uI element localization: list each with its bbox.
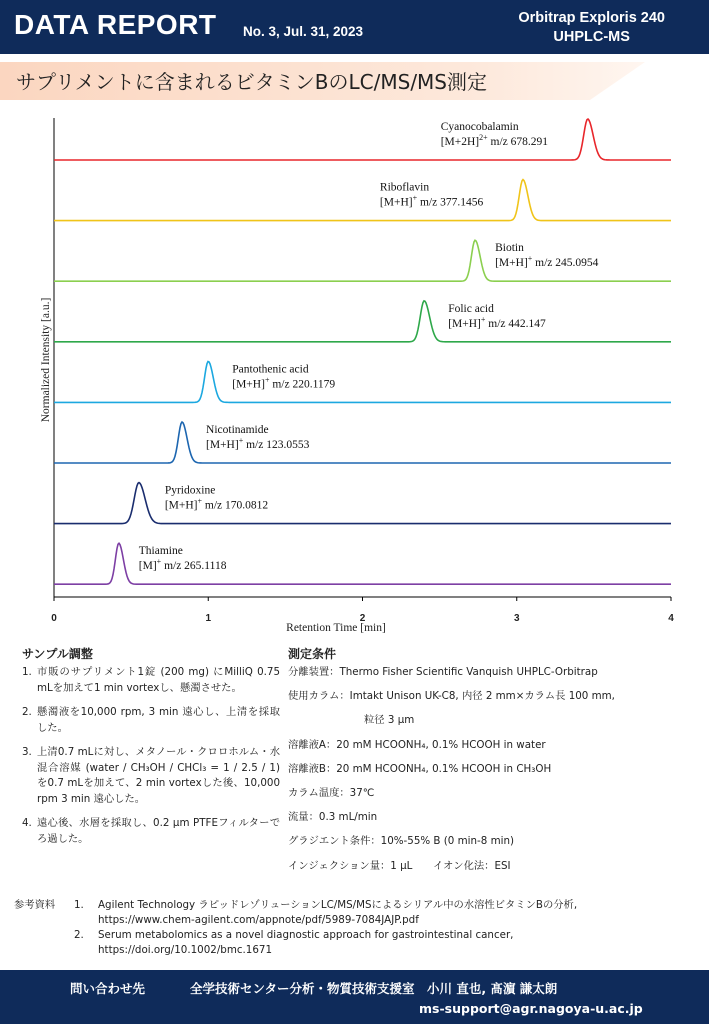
y-axis-label: Normalized Intensity [a.u.] bbox=[40, 297, 52, 423]
reference-link[interactable]: https://www.chem-agilent.com/appnote/pdf/5989-7084JAJP.pdf bbox=[98, 914, 419, 926]
trace-ion-label: [M+H]+ m/z 245.0954 bbox=[495, 254, 599, 270]
instrument-name: Orbitrap Exploris 240 bbox=[518, 10, 665, 26]
condition-row: 流量：0.3 mL/min bbox=[288, 811, 378, 824]
trace-line bbox=[54, 119, 671, 160]
sample-prep-step: 2. 懸濁液を10,000 rpm, 3 min 遠心し、上清を採取した。 bbox=[22, 706, 280, 734]
trace-name-label: Pyridoxine bbox=[164, 484, 216, 497]
issue-info: No. 3, Jul. 31, 2023 bbox=[243, 24, 364, 39]
sample-prep-heading: サンプル調整 bbox=[22, 647, 93, 661]
x-tick-label: 3 bbox=[513, 613, 520, 624]
trace-line bbox=[54, 361, 671, 402]
trace-ion-label: [M+H]+ m/z 220.1179 bbox=[232, 375, 336, 391]
references-label: 参考資料 bbox=[14, 899, 56, 911]
x-tick-label: 1 bbox=[205, 613, 212, 624]
trace-name-label: Cyanocobalamin bbox=[440, 121, 519, 133]
contact-organization: 全学技術センター分析・物質技術支援室 小川 直也, 髙濵 謙太朗 bbox=[190, 981, 558, 996]
trace-ion-label: [M+H]+ m/z 377.1456 bbox=[379, 193, 484, 209]
condition-row: 粒径 3 µm bbox=[364, 714, 415, 727]
trace-line bbox=[54, 483, 671, 524]
trace-name-label: Pantothenic acid bbox=[232, 363, 309, 376]
page-title: サプリメントに含まれるビタミンBのLC/MS/MS測定 bbox=[16, 70, 488, 94]
trace-ion-label: $[M+2H]^{2+}$ m/z 678.291 bbox=[440, 133, 549, 148]
header-banner bbox=[0, 0, 709, 54]
sample-prep-list bbox=[22, 665, 280, 856]
conditions-heading: 測定条件 bbox=[288, 647, 337, 661]
trace-name-label: Riboflavin bbox=[379, 181, 430, 194]
references bbox=[14, 898, 704, 958]
condition-row: グラジエント条件：10%-55% B (0 min-8 min) bbox=[288, 835, 515, 848]
conditions-list bbox=[288, 665, 698, 883]
trace-ion-label: [M]+ m/z 265.1118 bbox=[138, 557, 227, 573]
instrument-method: UHPLC-MS bbox=[553, 29, 630, 45]
x-tick-label: 0 bbox=[51, 613, 57, 624]
instrument-info bbox=[518, 9, 665, 47]
condition-row: 使用カラム：Imtakt Unison UK-C8, 内径 2 mm×カラム長 100 mm, bbox=[288, 690, 615, 703]
trace-ion-label: [M+H]+ m/z 170.0812 bbox=[164, 496, 269, 512]
trace-line bbox=[54, 422, 671, 463]
contact-label: 問い合わせ先 bbox=[70, 981, 146, 996]
reference-item: 1. Agilent Technology ラピッドレゾリューションLC/MS/MSによるシリアル中の水溶性ビタミンBの分析, https://www.chem-agilent.com/appnote/pdf/5989-7084JAJP.pdf bbox=[14, 898, 704, 928]
condition-row: 溶離液B：20 mM HCOONH₄, 0.1% HCOOH in CH₃OH bbox=[288, 762, 552, 775]
x-tick-label: 4 bbox=[668, 613, 674, 624]
trace-name-label: Nicotinamide bbox=[206, 424, 269, 436]
x-tick-label: 2 bbox=[359, 613, 366, 624]
trace-line bbox=[54, 180, 671, 221]
condition-row: 溶離液A：20 mM HCOONH₄, 0.1% HCOOH in water bbox=[288, 738, 546, 751]
trace-ion-label: [M+H]+ m/z 123.0553 bbox=[206, 436, 310, 451]
chromatogram-chart bbox=[0, 105, 709, 640]
report-title: DATA REPORT bbox=[14, 9, 217, 40]
contact-email[interactable]: ms-support@agr.nagoya-u.ac.jp bbox=[419, 1001, 643, 1016]
sample-prep-step: 3. 上清0.7 mLに対し、メタノール・クロロホルム・水混合溶媒 (water / CH₃OH / CHCl₃ = 1 / 2.5 / 1) を0.7 mLを加えて、2 min vortexした後、10,000 rpm 3 min 遠心した。 bbox=[22, 746, 280, 805]
reference-link[interactable]: https://doi.org/10.1002/bmc.1671 bbox=[98, 944, 272, 956]
trace-ion-label: [M+H]+ m/z 442.147 bbox=[448, 314, 546, 330]
sample-prep-step: 1. 市販のサプリメント1錠 (200 mg) にMilliQ 0.75 mLを加えて1 min vortexし、懸濁させた。 bbox=[22, 666, 280, 694]
condition-row: カラム温度：37℃ bbox=[288, 786, 375, 799]
sample-prep-step: 4. 遠心後、水層を採取し、0.2 µm PTFEフィルターでろ過した。 bbox=[22, 817, 280, 845]
footer-banner bbox=[0, 970, 709, 1024]
x-axis-label: Retention Time [min] bbox=[286, 622, 386, 634]
reference-item: 2. Serum metabolomics as a novel diagnostic approach for gastrointestinal cancer, https://doi.org/10.1002/bmc.1671 bbox=[14, 928, 704, 958]
condition-row: 分離装置：Thermo Fisher Scientific Vanquish UHPLC-Orbitrap bbox=[288, 666, 598, 678]
trace-name-label: Thiamine bbox=[138, 545, 183, 558]
trace-name-label: Folic acid bbox=[448, 302, 494, 315]
condition-row: インジェクション量：1 µL イオン化法：ESI bbox=[288, 859, 511, 872]
trace-line bbox=[54, 301, 671, 342]
trace-name-label: Biotin bbox=[495, 242, 524, 255]
